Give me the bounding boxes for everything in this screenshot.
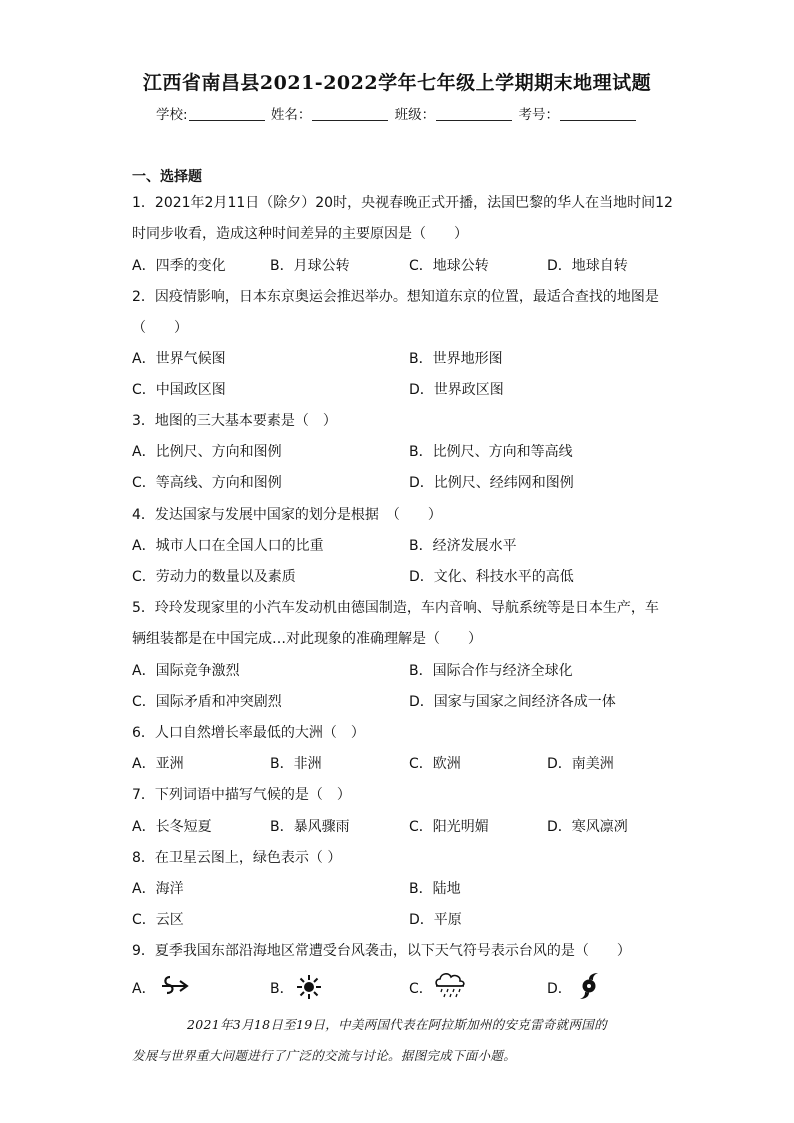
- q5-option-d[interactable]: D．国家与国家之间经济各成一体: [409, 694, 616, 710]
- question-1-line-2: 时同步收看，造成这种时间差异的主要原因是（ ）: [132, 226, 468, 242]
- name-field[interactable]: [312, 106, 388, 121]
- question-9-line-1: 9．夏季我国东部沿海地区常遭受台风袭击，以下天气符号表示台风的是（ ）: [132, 943, 631, 959]
- q7-option-a[interactable]: A．长冬短夏: [132, 819, 212, 835]
- school-label: 学校:: [156, 107, 188, 123]
- class-label: 班级：: [394, 107, 436, 123]
- question-8-line-1: 8．在卫星云图上，绿色表示（ ）: [132, 850, 342, 866]
- q3-option-a[interactable]: A．比例尺、方向和图例: [132, 444, 282, 460]
- question-2-line-2: （ ）: [132, 320, 188, 336]
- q3-option-b[interactable]: B．比例尺、方向和等高线: [409, 444, 573, 460]
- question-2-line-1: 2．因疫情影响，日本东京奥运会推迟举办。想知道东京的位置，最适合查找的地图是: [132, 289, 659, 305]
- q3-option-d[interactable]: D．比例尺、经纬网和图例: [409, 475, 574, 491]
- student-info-row: [0, 103, 794, 123]
- q5-option-a[interactable]: A．国际竞争激烈: [132, 663, 240, 679]
- q9-option-b[interactable]: B．: [270, 981, 294, 997]
- q6-option-c[interactable]: C．欧洲: [409, 756, 461, 772]
- school-field[interactable]: [189, 106, 265, 121]
- q7-option-b[interactable]: B．暴风骤雨: [270, 819, 350, 835]
- q9-option-a[interactable]: A．: [132, 981, 156, 997]
- q5-option-c[interactable]: C．国际矛盾和冲突剧烈: [132, 694, 282, 710]
- q7-option-c[interactable]: C．阳光明媚: [409, 819, 489, 835]
- q1-option-c[interactable]: C．地球公转: [409, 258, 489, 274]
- q8-option-a[interactable]: A．海洋: [132, 881, 184, 897]
- rain-cloud-symbol-icon[interactable]: [433, 970, 467, 1000]
- q1-option-a[interactable]: A．四季的变化: [132, 258, 226, 274]
- q6-option-b[interactable]: B．非洲: [270, 756, 322, 772]
- q9-option-d[interactable]: D．: [547, 981, 572, 997]
- q8-option-d[interactable]: D．平原: [409, 912, 462, 928]
- passage-line-1: 2021年3月18日至19日，中美两国代表在阿拉斯加州的安克雷奇就两国的: [187, 1017, 607, 1032]
- question-7-line-1: 7．下列词语中描写气候的是（ ）: [132, 787, 351, 803]
- page-title: 江西省南昌县2021-2022学年七年级上学期期末地理试题: [142, 72, 652, 94]
- q4-option-c[interactable]: C．劳动力的数量以及素质: [132, 569, 296, 585]
- q2-option-a[interactable]: A．世界气候图: [132, 351, 226, 367]
- q3-option-c[interactable]: C．等高线、方向和图例: [132, 475, 282, 491]
- q2-option-d[interactable]: D．世界政区图: [409, 382, 504, 398]
- name-label: 姓名：: [270, 107, 312, 123]
- q6-option-a[interactable]: A．亚洲: [132, 756, 184, 772]
- q1-option-d[interactable]: D．地球自转: [547, 258, 628, 274]
- wind-arrow-symbol-icon[interactable]: [160, 973, 190, 999]
- q1-option-b[interactable]: B．月球公转: [270, 258, 350, 274]
- question-6-line-1: 6．人口自然增长率最低的大洲（ ）: [132, 725, 365, 741]
- q4-option-a[interactable]: A．城市人口在全国人口的比重: [132, 538, 324, 554]
- q2-option-b[interactable]: B．世界地形图: [409, 351, 503, 367]
- q5-option-b[interactable]: B．国际合作与经济全球化: [409, 663, 573, 679]
- section-title: 一、选择题: [132, 169, 202, 185]
- question-5-line-2: 辆组装都是在中国完成…对此现象的准确理解是（ ）: [132, 631, 482, 647]
- q7-option-d[interactable]: D．寒风凛冽: [547, 819, 628, 835]
- q6-option-d[interactable]: D．南美洲: [547, 756, 614, 772]
- q4-option-d[interactable]: D．文化、科技水平的高低: [409, 569, 574, 585]
- number-label: 考号：: [518, 107, 559, 123]
- question-5-line-1: 5．玲玲发现家里的小汽车发动机由德国制造，车内音响、导航系统等是日本生产，车: [132, 600, 659, 616]
- typhoon-symbol-icon[interactable]: [576, 972, 602, 1000]
- q2-option-c[interactable]: C．中国政区图: [132, 382, 226, 398]
- number-field[interactable]: [560, 106, 636, 121]
- sunny-symbol-icon[interactable]: [296, 974, 322, 1000]
- q4-option-b[interactable]: B．经济发展水平: [409, 538, 517, 554]
- q8-option-b[interactable]: B．陆地: [409, 881, 461, 897]
- question-4-line-1: 4．发达国家与发展中国家的划分是根据 （ ）: [132, 507, 442, 523]
- class-field[interactable]: [436, 106, 512, 121]
- q9-option-c[interactable]: C．: [409, 981, 433, 997]
- question-1-line-1: 1．2021年2月11日（除夕）20时，央视春晚正式开播，法国巴黎的华人在当地时间12: [132, 195, 673, 211]
- passage-line-2: 发展与世界重大问题进行了广泛的交流与讨论。据图完成下面小题。: [132, 1048, 517, 1063]
- question-3-line-1: 3．地图的三大基本要素是（ ）: [132, 413, 337, 429]
- q8-option-c[interactable]: C．云区: [132, 912, 184, 928]
